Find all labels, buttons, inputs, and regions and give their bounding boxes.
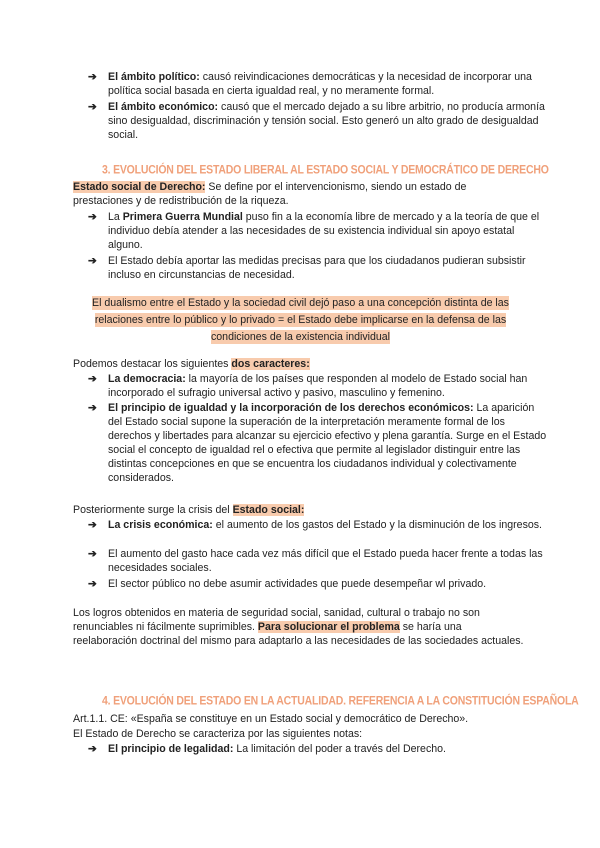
section-3-heading: 3. EVOLUCIÓN DEL ESTADO LIBERAL AL ESTADO SOCIAL Y DEMOCRÁTICO DE DERECHO [102, 163, 549, 177]
arrow-icon: ➔ [88, 373, 97, 385]
arrow-icon: ➔ [88, 101, 97, 113]
bullet-estado-aportar: ➔ El Estado debía aportar las medidas precisas para que los ciudadanos pudieran subsistir incluso en circunstancias de necesidad. [88, 255, 526, 281]
arrow-icon: ➔ [88, 548, 97, 560]
bullet-ambito-economico: ➔ El ámbito económico: causó que el mercado dejado a su libre arbitrio, no producía armonía sino desigualdad, discriminación y tensión social. Esto generó un alto grado de desigualdad social. [88, 101, 545, 141]
bullet-ambito-politico: ➔ El ámbito político: causó reivindicaciones democráticas y la necesidad de incorporar una política social basada en cierta igualdad real, y no meramente formal. [88, 71, 532, 97]
section-4-heading: 4. EVOLUCIÓN DEL ESTADO EN LA ACTUALIDAD. REFERENCIA A LA CONSTITUCIÓN ESPAÑOLA [102, 694, 579, 708]
crisis-intro: Posteriormente surge la crisis del Estado social: [73, 504, 305, 516]
bullet-sector-publico: ➔ El sector público no debe asumir actividades que puede desempeñar wl privado. [88, 578, 487, 590]
arrow-icon: ➔ [88, 578, 97, 590]
notas-intro: El Estado de Derecho se caracteriza por las siguientes notas: [73, 728, 363, 740]
arrow-icon: ➔ [88, 519, 97, 531]
arrow-icon: ➔ [88, 71, 97, 83]
bullet-democracia: ➔ La democracia: la mayoría de los países que responden al modelo de Estado social han incorporado el sufragio universal activo y pasivo, masculino y femenino. [88, 373, 528, 399]
bullet-principio-legalidad: ➔ El principio de legalidad: La limitación del poder a través del Derecho. [88, 743, 446, 755]
logros-paragraph: Los logros obtenidos en materia de seguridad social, sanidad, cultural o trabajo no son renunciables ni fácilmente suprimibles. Para solucionar el problema se haría una reelaboración doctrinal del mismo para adaptarlo a las necesidades de las sociedades actuales. [73, 607, 524, 647]
highlight-block: El dualismo entre el Estado y la sociedad civil dejó paso a una concepción distinta de las relaciones entre lo público y lo privado = el Estado debe implicarse en la defensa de las condiciones de la existencia individual [92, 297, 509, 343]
arrow-icon: ➔ [88, 255, 97, 267]
bullet-principio-igualdad: ➔ El principio de igualdad y la incorporación de los derechos económicos: La aparición del Estado social supone la superación de la interpretación meramente formal de los derechos y libertades para alcanzar su ejercicio efectivo y plena garantía. Surge en el Estado social el concepto de igualdad rel o efectiva que permite al legislador distinguir entre las distintas concepciones en que se encuentra los ciudadanos individual y colectivamente considerados. [88, 402, 547, 484]
bullet-crisis-economica: ➔ La crisis económica: el aumento de los gastos del Estado y la disminución de los ingresos. [88, 519, 542, 531]
arrow-icon: ➔ [88, 743, 97, 755]
bullet-aumento-gasto: ➔ El aumento del gasto hace cada vez más difícil que el Estado pueda hacer frente a todas las necesidades sociales. [88, 548, 543, 574]
definition-estado-social: Estado social de Derecho: Se define por el intervencionismo, siendo un estado de prestaciones y de redistribución de la riqueza. [73, 181, 467, 207]
arrow-icon: ➔ [88, 402, 97, 414]
caracteres-intro: Podemos destacar los siguientes dos caracteres: [73, 358, 310, 370]
arrow-icon: ➔ [88, 211, 97, 223]
art-1-1: Art.1.1. CE: «España se constituye en un Estado social y democrático de Derecho». [73, 713, 469, 725]
bullet-primera-guerra: ➔ La Primera Guerra Mundial puso fin a la economía libre de mercado y a la teoría de que el individuo debía atender a las necesidades de su existencia individual sin apoyo estatal alguno. [88, 211, 540, 251]
